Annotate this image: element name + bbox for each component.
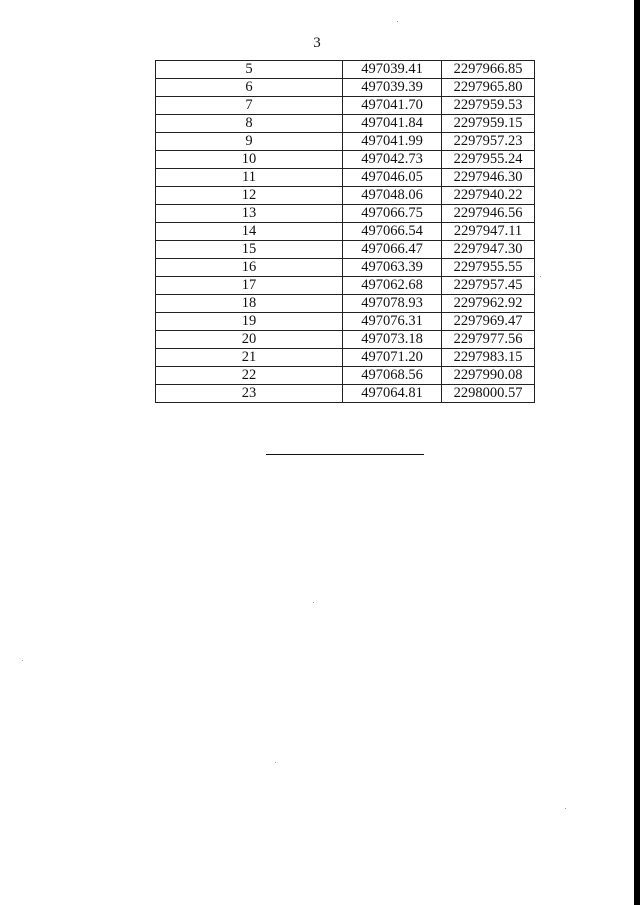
table-row [156,241,535,259]
table-row [156,79,535,97]
x-coordinate-cell: 497078.93 [343,295,442,313]
point-number-cell: 12 [156,187,343,205]
x-coordinate-cell: 497042.73 [343,151,442,169]
point-number-cell: 22 [156,367,343,385]
table-row [156,169,535,187]
x-coordinate-cell: 497039.39 [343,79,442,97]
x-coordinate-cell: 497062.68 [343,277,442,295]
point-number-cell: 16 [156,259,343,277]
y-coordinate-cell: 2297959.15 [442,115,535,133]
table-row [156,151,535,169]
table-row [156,223,535,241]
point-number-cell: 20 [156,331,343,349]
x-coordinate-cell: 497041.70 [343,97,442,115]
point-number-cell: 10 [156,151,343,169]
scan-speck [22,660,23,661]
table-row [156,367,535,385]
table-row [156,331,535,349]
point-number-cell: 9 [156,133,343,151]
point-number-cell: 7 [156,97,343,115]
scan-border-edge [634,0,640,905]
table-row [156,187,535,205]
x-coordinate-cell: 497068.56 [343,367,442,385]
y-coordinate-cell: 2297947.11 [442,223,535,241]
y-coordinate-cell: 2297940.22 [442,187,535,205]
table-row [156,295,535,313]
y-coordinate-cell: 2297969.47 [442,313,535,331]
y-coordinate-cell: 2297957.23 [442,133,535,151]
point-number-cell: 14 [156,223,343,241]
point-number-cell: 18 [156,295,343,313]
table-row [156,349,535,367]
point-number-cell: 17 [156,277,343,295]
y-coordinate-cell: 2297946.30 [442,169,535,187]
y-coordinate-cell: 2297962.92 [442,295,535,313]
y-coordinate-cell: 2297959.53 [442,97,535,115]
y-coordinate-cell: 2297977.56 [442,331,535,349]
table-row [156,313,535,331]
y-coordinate-cell: 2297957.45 [442,277,535,295]
coordinates-table-body [156,61,535,403]
scan-speck [397,21,398,22]
point-number-cell: 21 [156,349,343,367]
end-of-document-rule [266,454,424,455]
y-coordinate-cell: 2298000.57 [442,385,535,403]
scan-speck [275,762,276,763]
point-number-cell: 13 [156,205,343,223]
x-coordinate-cell: 497071.20 [343,349,442,367]
x-coordinate-cell: 497076.31 [343,313,442,331]
point-number-cell: 8 [156,115,343,133]
y-coordinate-cell: 2297966.85 [442,61,535,79]
y-coordinate-cell: 2297990.08 [442,367,535,385]
table-row [156,97,535,115]
x-coordinate-cell: 497063.39 [343,259,442,277]
page-number: 3 [313,35,321,51]
table-row [156,205,535,223]
x-coordinate-cell: 497039.41 [343,61,442,79]
table-row [156,385,535,403]
x-coordinate-cell: 497066.54 [343,223,442,241]
point-number-cell: 23 [156,385,343,403]
scan-speck [313,602,314,603]
point-number-cell: 19 [156,313,343,331]
y-coordinate-cell: 2297965.80 [442,79,535,97]
y-coordinate-cell: 2297955.24 [442,151,535,169]
table-row [156,133,535,151]
scan-speck [565,808,566,809]
table-row [156,115,535,133]
x-coordinate-cell: 497066.47 [343,241,442,259]
y-coordinate-cell: 2297946.56 [442,205,535,223]
x-coordinate-cell: 497046.05 [343,169,442,187]
x-coordinate-cell: 497066.75 [343,205,442,223]
x-coordinate-cell: 497041.99 [343,133,442,151]
scan-speck [540,276,541,277]
x-coordinate-cell: 497073.18 [343,331,442,349]
point-number-cell: 5 [156,61,343,79]
table-row [156,277,535,295]
point-number-cell: 15 [156,241,343,259]
y-coordinate-cell: 2297955.55 [442,259,535,277]
x-coordinate-cell: 497064.81 [343,385,442,403]
point-number-cell: 11 [156,169,343,187]
coordinates-table [155,60,535,403]
y-coordinate-cell: 2297947.30 [442,241,535,259]
x-coordinate-cell: 497048.06 [343,187,442,205]
y-coordinate-cell: 2297983.15 [442,349,535,367]
point-number-cell: 6 [156,79,343,97]
x-coordinate-cell: 497041.84 [343,115,442,133]
table-row [156,61,535,79]
table-row [156,259,535,277]
